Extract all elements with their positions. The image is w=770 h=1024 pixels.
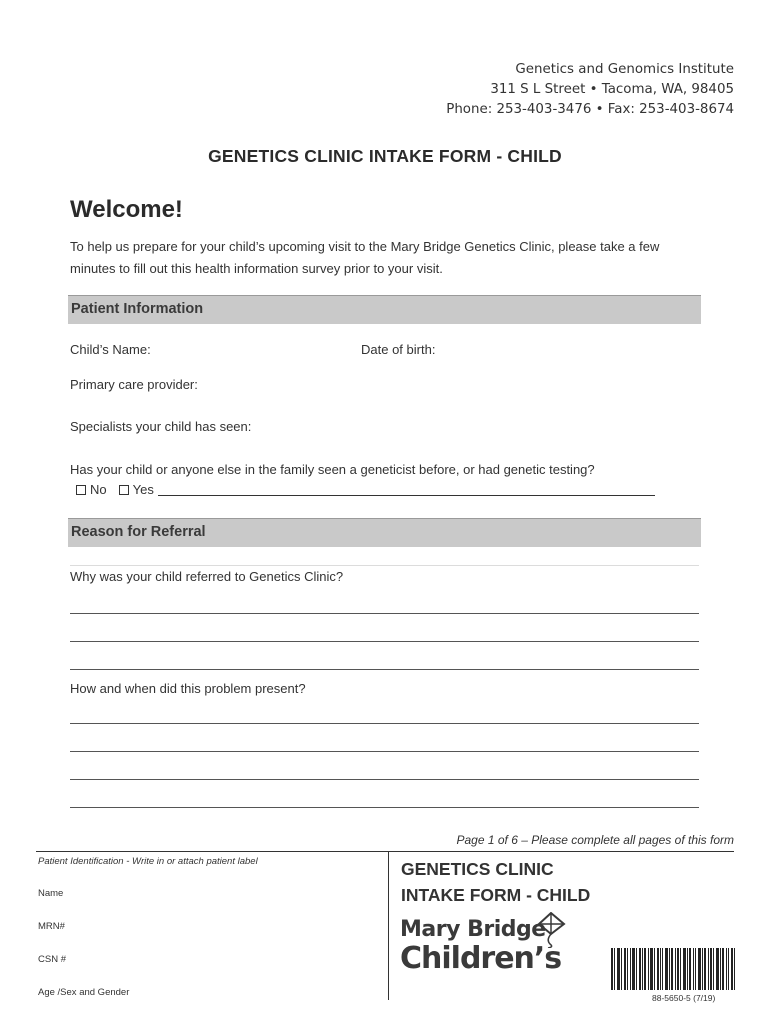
date-of-birth-field[interactable] — [446, 338, 696, 358]
answer-line[interactable] — [70, 669, 699, 670]
referral-section-header — [68, 518, 701, 547]
logo-line-2: Children’s — [400, 941, 562, 976]
patient-info-section-title: Patient Information — [71, 301, 204, 317]
divider — [70, 565, 699, 566]
form-number: 88-5650-5 (7/19) — [652, 993, 716, 1003]
referral-question: Why was your child referred to Genetics Clinic? — [70, 569, 344, 584]
yes-details-line[interactable] — [158, 483, 655, 496]
childs-name-label: Child’s Name: — [70, 342, 151, 357]
answer-line[interactable] — [70, 613, 699, 614]
mary-bridge-logo — [400, 918, 561, 976]
kite-icon — [536, 912, 566, 948]
answer-line[interactable] — [70, 779, 699, 780]
csn-label: CSN # — [38, 954, 66, 965]
patient-name-label: Name — [38, 888, 64, 899]
page-note: Page 1 of 6 – Please complete all pages of this form — [456, 833, 734, 847]
footer-form-title — [401, 856, 590, 908]
referral-section-title: Reason for Referral — [71, 524, 206, 540]
patient-id-label: Patient Identification - Write in or attach patient label — [38, 856, 258, 867]
intro-line-1: To help us prepare for your child’s upcoming visit to the Mary Bridge Genetics Clinic, please take a few — [70, 239, 660, 254]
date-of-birth-label: Date of birth: — [361, 342, 436, 357]
geneticist-question: Has your child or anyone else in the family seen a geneticist before, or had genetic testing? — [70, 462, 595, 477]
institute-name: Genetics and Genomics Institute — [515, 62, 734, 77]
logo-line-1: Mary Bridge — [400, 917, 546, 942]
geneticist-answer-row — [76, 482, 667, 497]
specialists-field[interactable] — [260, 415, 698, 435]
intro-line-2: minutes to fill out this health information survey prior to your visit. — [70, 261, 443, 276]
option-yes-label: Yes — [132, 482, 154, 497]
option-yes[interactable] — [119, 482, 655, 497]
primary-care-field[interactable] — [210, 373, 698, 393]
no-checkbox[interactable] — [76, 485, 86, 495]
footer-vertical-divider — [388, 852, 389, 1000]
barcode — [611, 948, 735, 990]
welcome-heading: Welcome! — [70, 196, 183, 223]
answer-line[interactable] — [70, 807, 699, 808]
problem-onset-question: How and when did this problem present? — [70, 681, 306, 696]
option-no[interactable] — [76, 482, 107, 497]
institute-phone-fax: Phone: 253-403-3476 • Fax: 253-403-8674 — [446, 102, 734, 117]
childs-name-field[interactable] — [158, 338, 348, 358]
form-title: GENETICS CLINIC INTAKE FORM - CHILD — [208, 146, 562, 166]
patient-info-section-header — [68, 295, 701, 324]
yes-checkbox[interactable] — [119, 485, 129, 495]
option-no-label: No — [90, 482, 107, 497]
mrn-label: MRN# — [38, 921, 65, 932]
institute-header — [334, 60, 734, 120]
footer-divider — [36, 851, 734, 852]
answer-line[interactable] — [70, 641, 699, 642]
intro-text — [70, 236, 710, 280]
primary-care-label: Primary care provider: — [70, 377, 198, 392]
footer-title-line-2: INTAKE FORM - CHILD — [401, 885, 591, 905]
answer-line[interactable] — [70, 723, 699, 724]
institute-address: 311 S L Street • Tacoma, WA, 98405 — [490, 82, 734, 97]
answer-line[interactable] — [70, 751, 699, 752]
footer-title-line-1: GENETICS CLINIC — [401, 859, 554, 879]
specialists-label: Specialists your child has seen: — [70, 419, 252, 434]
age-sex-label: Age /Sex and Gender — [38, 987, 130, 998]
